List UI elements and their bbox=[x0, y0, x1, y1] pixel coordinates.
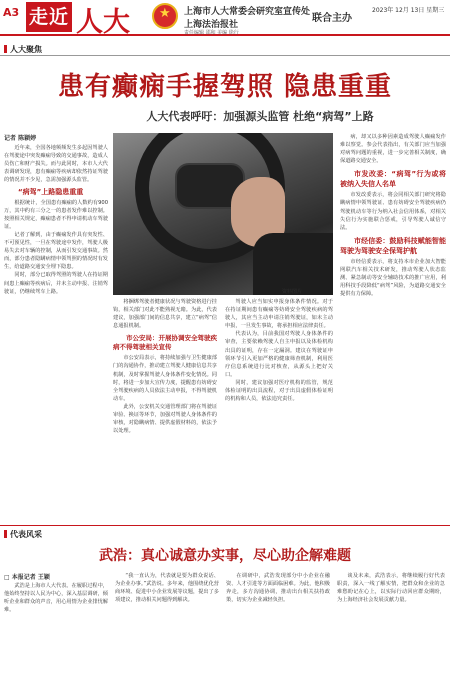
article-subtitle: 市经信委：鼓励科技赋能智能驾驶为驾驶安全保驾护航 bbox=[340, 236, 446, 255]
paragraph: 在调研中，武浩发现部分中小企业在融资、人才引进等方面面临困难。为此，他积极奔走，多方沟通协调，推动出台相关扶持政策，切实为企业减轻负担。 bbox=[226, 573, 330, 604]
paragraph: 谈及未来，武浩表示，将继续履行好代表职责，深入一线了解实情，把群众和企业的急难愁盼记在心上，以实际行动回应群众期盼，为上海经济社会发展贡献力量。 bbox=[337, 573, 445, 604]
section-divider bbox=[0, 525, 450, 526]
emblem-icon bbox=[152, 3, 178, 29]
article-subtitle: 市公安局：开展协调安全驾驶疾病不得驾驶相关宣传 bbox=[113, 334, 217, 352]
article-column-4 bbox=[340, 133, 446, 536]
brand-name: 人大 bbox=[76, 7, 130, 38]
article-subtitle: 市发改委：“病驾”行为或将被纳入失信人名单 bbox=[340, 170, 446, 189]
paragraph: 将捆绑驾驶者健康状况与驾驶资格进行挂钩，相关部门对此不能熟视无睹。为此，代表建议，加强部门间的信息共享，建立“病驾”信息通报机制。 bbox=[113, 299, 217, 330]
paragraph: 近年来，全国各地频频发生多起因驾驶人在驾驶途中突发癫痫导致的交通事故，造成人员伤亡和财产损失。而与此同时，本市人大代表调研发现，患有癫痫等疾病却依然持证驾驶的情况并不少见，急需加强源头监管。 bbox=[4, 145, 108, 184]
article-column-1 bbox=[4, 144, 108, 536]
article-subhead: 人大代表呼吁：加强源头监管 杜绝“病驾”上路 bbox=[146, 110, 374, 123]
paragraph: 驾驶人应当如实申报身体条件情况。对于在持证期间患有癫痫等妨碍安全驾驶疾病的驾驶人，其应当主动申请注销驾驶证，如未主动申报，一旦发生事故，将承担相应法律责任。 bbox=[225, 299, 333, 330]
article2-byline: □ 本报记者 王颖 bbox=[4, 574, 50, 581]
issue-date: 2023年 12月 13日 星期三 bbox=[372, 7, 445, 14]
paragraph: “我一直认为，代表就是要为群众说话、为企业办事。”武浩说。多年来，他围绕优化营商环境、促进中小企业发展等议题，提出了多项建议，推动相关问题得到解决。 bbox=[115, 573, 219, 604]
paragraph: 病，却又以多种因素造成驾驶人癫痫发作难以察觉。参会代表指出，有关部门应当加强对病驾问题的重视，进一步完善相关制度，确保道路交通安全。 bbox=[340, 134, 446, 165]
paragraph: 记者了解到，由于癫痫发作具有突发性、不可预见性，一旦在驾驶途中发作，驾驶人极易失去对车辆的控制，从而引发交通事故。然而，部分患者隐瞒病情申领驾照的情况时有发生，给道路交通安全埋下隐患。 bbox=[4, 231, 108, 271]
article2-column-3 bbox=[226, 572, 330, 674]
article-photo bbox=[113, 133, 333, 295]
paragraph: 同时，部分已取得驾照的驾驶人在持证期间患上癫痫等疾病后，并未主动申报、注销驾驶证，仍继续驾车上路。 bbox=[4, 272, 108, 295]
paragraph: 市发改委表示，将会同相关部门研究将隐瞒病情申领驾驶证、患有妨碍安全驾驶疾病仍驾驶机动车等行为纳入社会信用体系，对相关失信行为实施联合惩戒，引导驾驶人诚信守法。 bbox=[340, 192, 446, 231]
paragraph: 市公安局表示，将持续加强与卫生健康部门的沟通协作，推动建立驾驶人健康信息共享机制，及时掌握驾驶人身体条件变化情况。同时，将进一步加大宣传力度，提醒患有妨碍安全驾驶疾病的人员依法主动申报，不得驾驶机动车。 bbox=[113, 355, 217, 402]
article2-column-4 bbox=[337, 572, 445, 674]
paragraph: 代表认为，目前我国对驾驶人身体条件的审查，主要依赖驾驶人自主申报以及体检机构出具的证明，存在一定漏洞。建议在驾驶证申领环节引入更加严格的健康筛查机制，利用医疗信息系统进行比对核查，从源头上把好关口。 bbox=[225, 331, 333, 378]
section-label-focus: 人大聚焦 bbox=[4, 44, 42, 55]
section-divider bbox=[0, 55, 450, 56]
article2-headline: 武浩：真心诚意办实事，尽心助企解难题 bbox=[99, 548, 351, 564]
photo-credit: 资料图片 bbox=[282, 289, 303, 295]
paragraph: 根据统计，全国患有癫痫的人数约有900万，其中约有三分之一的患者发作难以控制。按照相关规定，癫痫患者不得申请机动车驾驶证。 bbox=[4, 199, 108, 230]
paragraph: 市经信委表示，将支持本市企业加大智能网联汽车相关技术研发，推动驾驶人状态监测、紧急制动等安全辅助技术的推广应用，利用科技手段降低“病驾”风险，为道路交通安全提供有力保障。 bbox=[340, 258, 446, 298]
organizer-1: 上海市人大常委会研究室宣传处 bbox=[184, 7, 311, 17]
article-headline: 患有癫痫手握驾照 隐患重重 bbox=[57, 72, 393, 102]
page-number: A3 bbox=[3, 6, 20, 19]
article2-column-2 bbox=[115, 572, 219, 674]
article-subtitle: “病驾”上路隐患重重 bbox=[18, 188, 84, 197]
paragraph: 此外，公安机关交通管理部门将在驾驶证审验、换证等环节，加强对驾驶人身体条件的审核，对隐瞒病情、提供虚假材料的，依法予以处理。 bbox=[113, 403, 217, 435]
paragraph: 武浩是上海市人大代表。在履职过程中，他始终坚持以人民为中心，深入基层调研，倾听企业和群众的声音，用心用情为企业排忧解难。 bbox=[4, 583, 108, 614]
section-label-profile: 代表风采 bbox=[4, 529, 42, 540]
editors-line: 责任编辑 邵和 美编 徐行 bbox=[184, 30, 239, 36]
article-column-3 bbox=[225, 298, 333, 536]
article-byline: 记者 陈颖婷 bbox=[4, 135, 37, 142]
brand-block: 走近 bbox=[26, 2, 72, 32]
co-host-label: 联合主办 bbox=[312, 13, 352, 24]
article2-column-1 bbox=[4, 582, 108, 674]
article-column-2 bbox=[113, 298, 217, 536]
organizer-2: 上海法治报社 bbox=[184, 20, 239, 30]
masthead bbox=[0, 0, 450, 36]
paragraph: 同时，建议加强对医疗机构的监管，规范体检证明的出具流程，对于出具虚假体检证明的机构和人员，依法追究责任。 bbox=[225, 379, 333, 403]
